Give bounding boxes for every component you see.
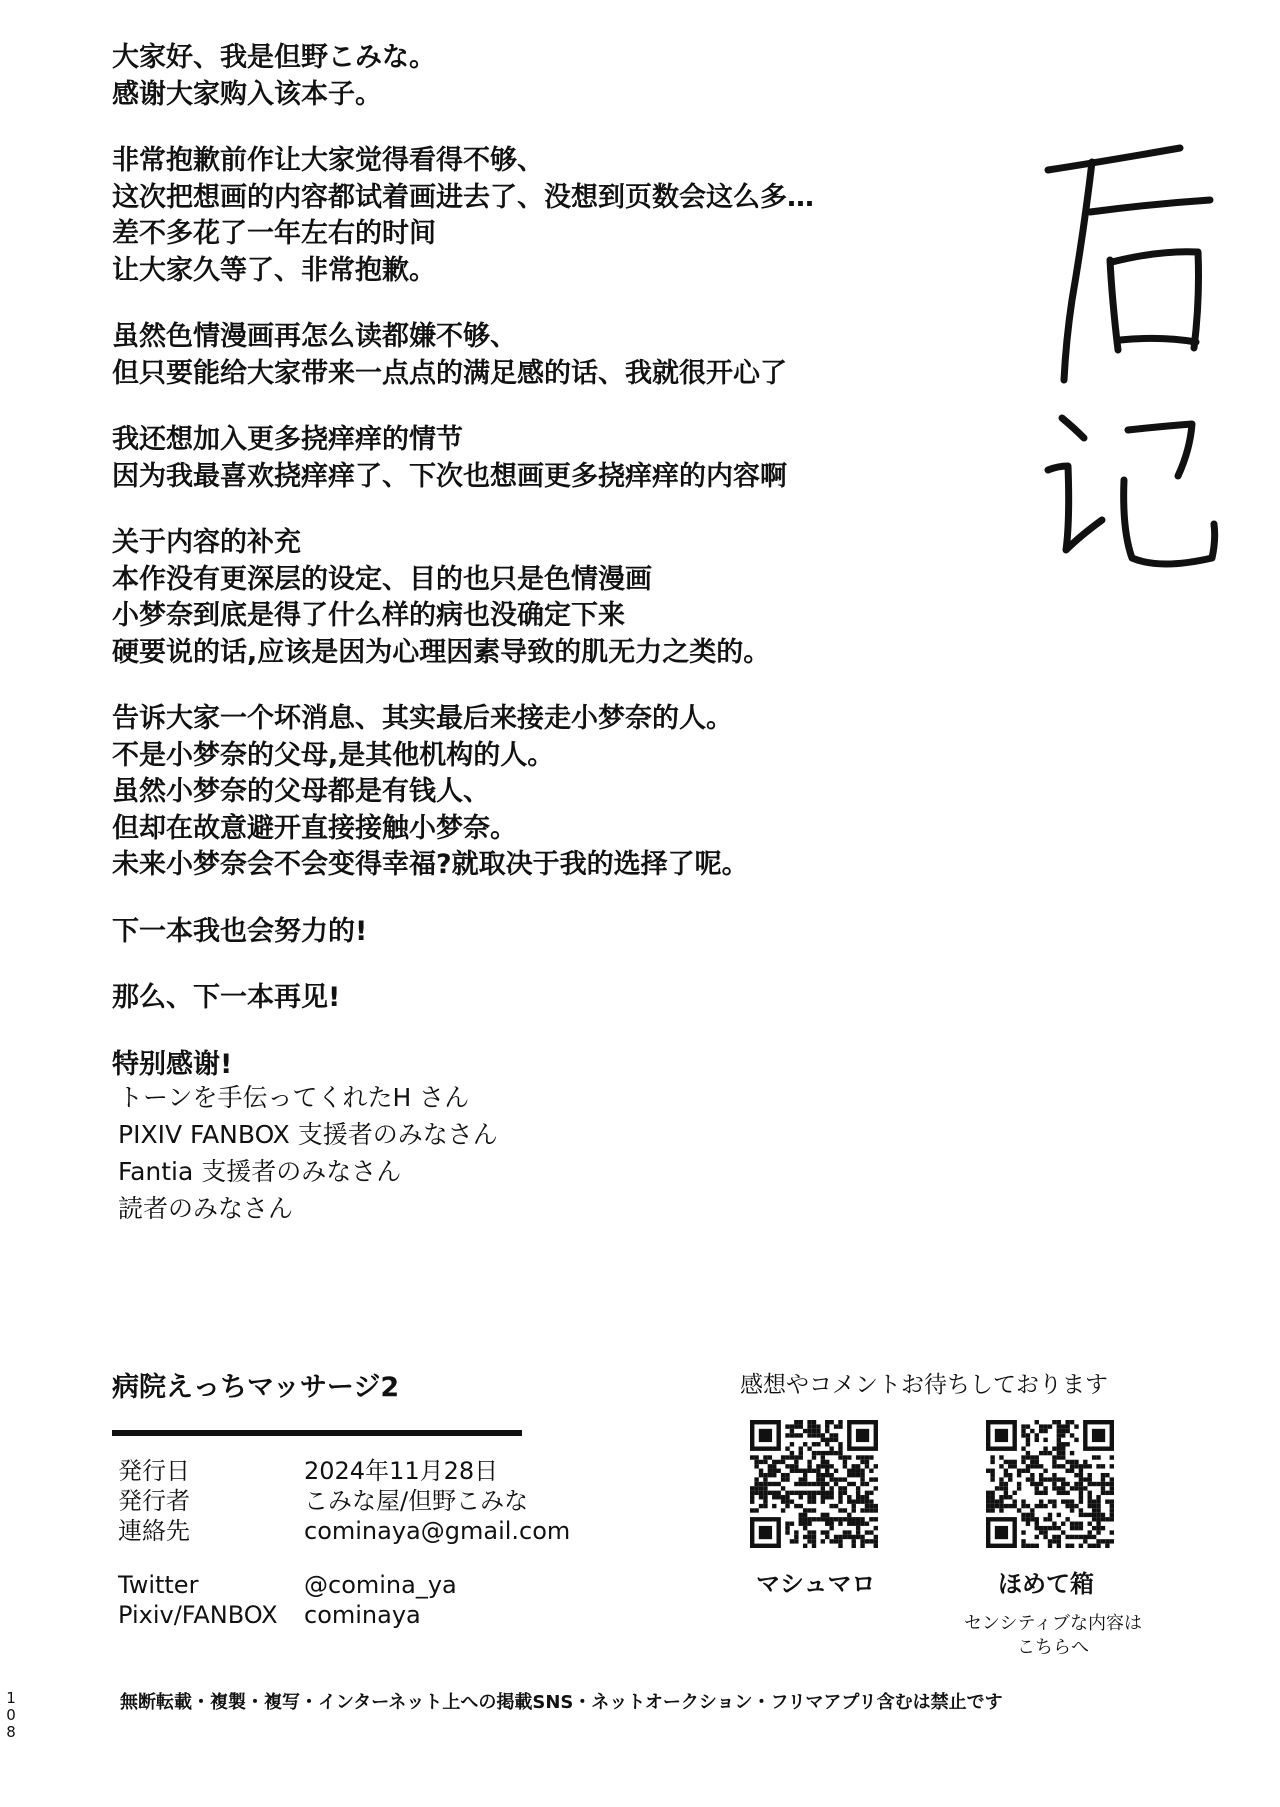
thanks-item: トーンを手伝ってくれたH さん (118, 1083, 470, 1112)
contact-email: cominaya@gmail.com (304, 1517, 571, 1545)
paragraph-bad-news (112, 701, 892, 884)
qr-code-icon (750, 1420, 878, 1548)
text-line: 我还想加入更多挠痒痒的情节 (112, 424, 463, 455)
book-title: 病院えっちマッサージ2 (112, 1372, 400, 1403)
paragraph-greeting (112, 40, 892, 113)
info-label: Twitter (118, 1571, 199, 1599)
thanks-title: 特别感谢! (112, 1048, 233, 1080)
text-line: 虽然色情漫画再怎么读都嫌不够、 (112, 321, 517, 352)
text-line: 但只要能给大家带来一点点的满足感的话、我就很开心了 (112, 357, 787, 389)
thanks-item: PIXIV FANBOX 支援者のみなさん (118, 1120, 498, 1149)
text-line: 小梦奈到底是得了什么样的病也没确定下来 (112, 600, 625, 631)
text-line: 差不多花了一年左右的时间 (112, 218, 436, 249)
text-line: 本作没有更深层的设定、目的也只是色情漫画 (112, 563, 652, 595)
text-line: 这次把想画的内容都试着画进去了、没想到页数会这么多… (112, 181, 814, 213)
info-label: 発行者 (118, 1487, 190, 1515)
text-line: 告诉大家一个坏消息、其实最后来接走小梦奈的人。 (112, 703, 733, 734)
text-line: 未来小梦奈会不会变得幸福?就取决于我的选择了呢。 (112, 849, 749, 880)
info-row-pixiv (112, 1600, 632, 1630)
qr-code-icon (986, 1420, 1114, 1548)
qr-label-marshmallow: マシュマロ (756, 1570, 876, 1598)
qr-note-line: センシティブな内容は (963, 1613, 1143, 1634)
info-row-twitter (112, 1570, 632, 1600)
info-row-contact (112, 1516, 632, 1546)
feedback-section (740, 1356, 1143, 1686)
text-line: 非常抱歉前作让大家觉得看得不够、 (112, 145, 544, 176)
paragraph-farewell (112, 980, 892, 1017)
info-label: 発行日 (118, 1457, 190, 1485)
colophon (112, 1370, 632, 1630)
qr-note-line: こちらへ (1017, 1637, 1089, 1658)
paragraph-next-effort (112, 914, 892, 951)
twitter-handle: @comina_ya (304, 1571, 457, 1599)
info-label: Pixiv/FANBOX (118, 1601, 278, 1629)
feedback-title: 感想やコメントお待ちしております (740, 1372, 1108, 1398)
paragraph-satisfaction (112, 319, 892, 392)
text-line: 不是小梦奈的父母,是其他机构的人。 (112, 739, 555, 771)
info-row-date (112, 1456, 632, 1486)
text-line: 那么、下一本再见! (112, 982, 341, 1013)
thanks-item: 読者のみなさん (118, 1194, 294, 1223)
text-line: 但却在故意避开直接接触小梦奈。 (112, 812, 517, 844)
info-label: 連絡先 (118, 1517, 190, 1545)
text-line: 感谢大家购入该本子。 (112, 78, 382, 110)
copyright-notice: 無断転載・複製・複写・インターネット上への掲載SNS・ネットオークション・フリマアプリ含むは禁止です (120, 1692, 1003, 1713)
pixiv-handle: cominaya (304, 1601, 421, 1629)
text-line: 虽然小梦奈的父母都是有钱人、 (112, 776, 490, 807)
info-value: 2024年11月28日 (304, 1457, 499, 1485)
paragraph-content-notes (112, 525, 892, 671)
paragraph-tickling (112, 422, 892, 495)
qr-label-homete-bako: ほめて箱 (998, 1570, 1094, 1598)
paragraph-apology (112, 143, 892, 289)
page-number: 108 (6, 1689, 16, 1741)
text-line: 关于内容的补充 (112, 527, 301, 558)
thanks-item: Fantia 支援者のみなさん (118, 1157, 402, 1186)
afterword-text (112, 40, 892, 1257)
text-line: 让大家久等了、非常抱歉。 (112, 254, 436, 286)
special-thanks (112, 1047, 892, 1228)
text-line: 大家好、我是但野こみな。 (112, 42, 436, 73)
text-line: 下一本我也会努力的! (112, 915, 368, 947)
text-line: 硬要说的话,应该是因为心理因素导致的肌无力之类的。 (112, 636, 771, 668)
text-line: 因为我最喜欢挠痒痒了、下次也想画更多挠痒痒的内容啊 (112, 460, 787, 492)
qr-note (958, 1612, 1148, 1660)
divider (112, 1430, 522, 1436)
info-row-publisher (112, 1486, 632, 1516)
info-value: こみな屋/但野こみな (304, 1487, 529, 1515)
afterword-heading-calligraphy (1040, 140, 1220, 600)
